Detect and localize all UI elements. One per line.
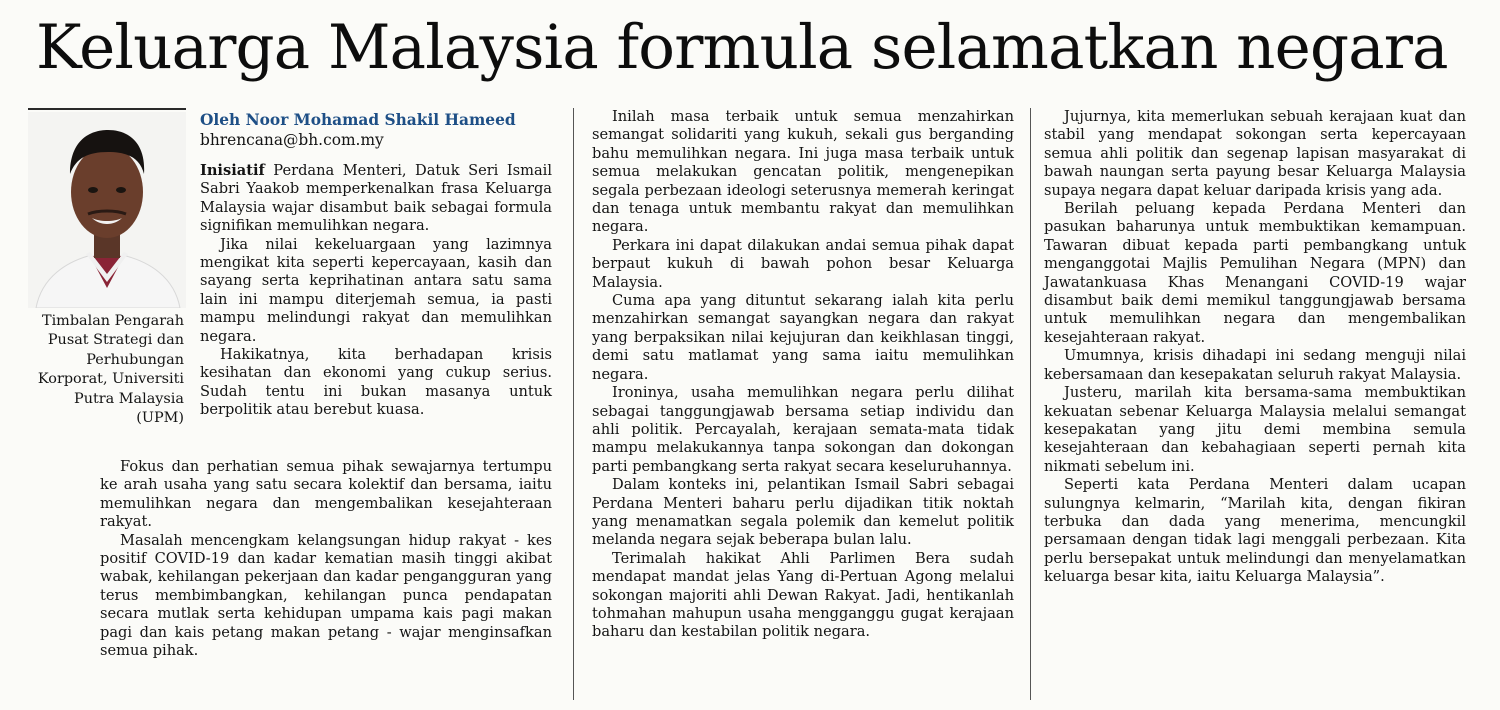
author-email: bhrencana@bh.com.my: [200, 131, 384, 149]
paragraph: Ironinya, usaha memulihkan negara perlu dilihat sebagai tanggungjawab bersama setiap individu dan ahli politik. Percayalah, kerajaan semata-mata tidak mampu melakukannya tanpa sokongan dan dokongan parti pembangkang serta rakyat secara keseluruhannya.: [592, 384, 1014, 475]
column-divider: [573, 108, 574, 700]
paragraph: Jika nilai kekeluargaan yang lazimnya mengikat kita seperti kepercayaan, kasih dan sayang serta keprihatinan antara satu sama lain ini mampu diterjemah semua, ia pasti mampu melindungi rakyat dan memulihkan negara.: [200, 235, 552, 345]
paragraph: Masalah mencengkam kelangsungan hidup rakyat - kes positif COVID-19 dan kadar kematian masih tinggi akibat wabak, kehilangan pekerjaan dan kadar pengangguran yang terus membimbangkan, kehilangan punca pendapatan secara mutlak serta kehidupan umpama kais pagi makan pagi dan kais petang makan petang - wajar menginsafkan semua pihak.: [100, 531, 552, 660]
headline: Keluarga Malaysia formula selamatkan negara: [36, 12, 1448, 83]
paragraph: Hakikatnya, kita berhadapan krisis kesihatan dan ekonomi yang cukup serius. Sudah tentu ini bukan masanya untuk berpolitik atau berebut kuasa.: [200, 346, 552, 419]
paragraph: Inilah masa terbaik untuk semua menzahirkan semangat solidariti yang kukuh, sekali gus berganding bahu memulihkan negara. Ini juga masa terbaik untuk semua melakukan gencatan politik, mengenepikan segala perbezaan ideologi seterusnya memerah keringat dan tenaga untuk membantu rakyat dan memulihkan negara.: [592, 108, 1014, 236]
column-divider: [1030, 108, 1031, 700]
paragraph: Fokus dan perhatian semua pihak sewajarnya tertumpu ke arah usaha yang satu secara kolektif dan bersama, iaitu memulihkan negara dan mengembalikan kesejahteraan rakyat.: [100, 458, 552, 531]
lead-word: Inisiatif: [200, 162, 265, 179]
column-1-top: [200, 162, 552, 420]
paragraph: Inisiatif Perdana Menteri, Datuk Seri Ismail Sabri Yaakob memperkenalkan frasa Keluarga Malaysia wajar disambut baik sebagai formula signifikan memulihkan negara.: [200, 162, 552, 235]
author-caption: Timbalan Pengarah Pusat Strategi dan Perhubungan Korporat, Universiti Putra Malaysia (UPM): [37, 313, 184, 427]
section-rule: [28, 108, 186, 110]
paragraph: Seperti kata Perdana Menteri dalam ucapan sulungnya kelmarin, “Marilah kita, dengan fikiran terbuka dan dada yang menerima, mencungkil persamaan dengan tidak lagi menggali perbezaan. Kita perlu bersepakat untuk melindungi dan menyelamatkan keluarga besar kita, iaitu Keluarga Malaysia”.: [1044, 476, 1466, 586]
paragraph: Jujurnya, kita memerlukan sebuah kerajaan kuat dan stabil yang mendapat sokongan serta kepercayaan semua ahli politik dan segenap lapisan masyarakat di bawah naungan serta payung besar Keluarga Malaysia supaya negara dapat keluar daripada krisis yang ada.: [1044, 108, 1466, 199]
paragraph: Dalam konteks ini, pelantikan Ismail Sabri sebagai Perdana Menteri baharu perlu dijadikan titik noktah yang menamatkan segala polemik dan kemelut politik melanda negara sejak beberapa bulan lalu.: [592, 476, 1014, 549]
column-2: [592, 108, 1014, 642]
paragraph: Umumnya, krisis dihadapi ini sedang menguji nilai kebersamaan dan kesepakatan seluruh rakyat Malaysia.: [1044, 347, 1466, 383]
column-3: [1044, 108, 1466, 587]
paragraph: Cuma apa yang dituntut sekarang ialah kita perlu menzahirkan semangat sayangkan negara dan rakyat yang berpaksikan nilai kejujuran dan keikhlasan tinggi, demi satu matlamat yang sama iaitu memulihkan negara.: [592, 292, 1014, 383]
column-1-bottom: [100, 458, 552, 660]
paragraph: Perkara ini dapat dilakukan andai semua pihak dapat berpaut kukuh di bawah pohon besar Keluarga Malaysia.: [592, 236, 1014, 291]
paragraph: Justeru, marilah kita bersama-sama membuktikan kekuatan sebenar Keluarga Malaysia melalui semangat kesepakatan yang jitu demi membina semula kesejahteraan dan kebahagiaan seperti pernah kita nikmati sebelum ini.: [1044, 384, 1466, 475]
paragraph: Berilah peluang kepada Perdana Menteri dan pasukan baharunya untuk membuktikan kemampuan. Tawaran dibuat kepada parti pembangkang untuk menganggotai Majlis Pemulihan Negara (MPN) dan Jawatankuasa Khas Menangani COVID-19 wajar disambut baik demi memikul tanggungjawab bersama untuk memulihkan negara dan mengembalikan kesejahteraan rakyat.: [1044, 200, 1466, 346]
paragraph: Terimalah hakikat Ahli Parlimen Bera sudah mendapat mandat jelas Yang di-Pertuan Agong melalui sokongan majoriti ahli Dewan Rakyat. Jadi, hentikanlah tohmahan mahupun usaha mengganggu gugat kerajaan baharu dan kestabilan politik negara.: [592, 549, 1014, 641]
author-photo: [28, 112, 186, 308]
byline: Oleh Noor Mohamad Shakil Hameed: [200, 111, 516, 129]
